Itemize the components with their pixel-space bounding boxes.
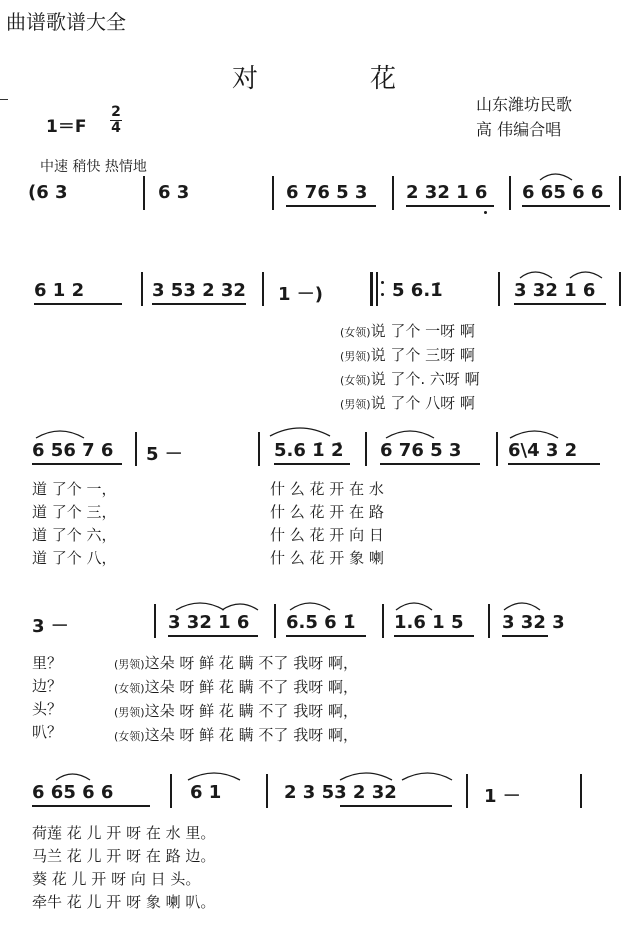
r1-measure-5: 6 65 6 6 bbox=[522, 182, 604, 203]
r2-measure-4: 5 6.1̇ bbox=[392, 280, 443, 301]
slur bbox=[504, 603, 540, 610]
r2-measure-3: 1 －) bbox=[278, 284, 324, 305]
beam-line bbox=[274, 463, 350, 465]
lyric-line: 葵 花 儿 开 呀 向 日 头。 bbox=[32, 870, 201, 888]
time-top: 2 bbox=[111, 104, 121, 120]
lyric-line: (女领)说 了个 一呀 啊 bbox=[340, 322, 475, 340]
lyric-line: (男领)说 了个 三呀 啊 bbox=[340, 346, 475, 364]
lyric-line: 什 么 花 开 在 水 bbox=[270, 480, 384, 498]
barline bbox=[392, 176, 394, 210]
slur bbox=[270, 428, 330, 436]
time-bottom: 4 bbox=[111, 120, 121, 136]
r2-measure-2: 3 53 2 32 bbox=[152, 280, 246, 301]
r4-measure-5: 3 32 3 bbox=[502, 612, 565, 633]
beam-line bbox=[286, 205, 376, 207]
r2-lyrics bbox=[340, 320, 480, 416]
beam-line bbox=[152, 303, 246, 305]
barline bbox=[365, 432, 367, 466]
beam-line bbox=[522, 205, 610, 207]
barline bbox=[272, 176, 274, 210]
beam-line bbox=[32, 805, 150, 807]
lyric-line: (男领)这朵 呀 鲜 花 瞒 不了 我呀 啊， bbox=[114, 702, 358, 720]
barline bbox=[496, 432, 498, 466]
lyric-line: 荷莲 花 儿 开 呀 在 水 里。 bbox=[32, 824, 216, 842]
lyric-line: 道 了个 一， bbox=[32, 480, 117, 498]
site-label: 曲谱歌谱大全 bbox=[6, 10, 126, 34]
beam-line bbox=[340, 805, 452, 807]
source-line-1: 山东潍坊民歌 bbox=[476, 95, 573, 114]
beam-line bbox=[380, 463, 480, 465]
r3-measure-3: 5.6 1̇ 2̇ bbox=[274, 440, 344, 461]
barline bbox=[266, 774, 268, 808]
slur bbox=[510, 431, 558, 438]
r1-measure-2: 6 3 bbox=[158, 182, 190, 203]
lyric-line: 叭？ bbox=[32, 723, 63, 741]
barline bbox=[466, 774, 468, 808]
r1-measure-3: 6 76 5 3 bbox=[286, 182, 368, 203]
lyric-line: 头？ bbox=[32, 700, 63, 718]
barline bbox=[382, 604, 384, 638]
song-source bbox=[476, 92, 572, 142]
barline bbox=[141, 272, 143, 306]
lyric-line: (女领)说 了个. 六呀 啊 bbox=[340, 370, 480, 388]
lyric-line: 马兰 花 儿 开 呀 在 路 边。 bbox=[32, 847, 216, 865]
r3-measure-5: 6\4 3 2 bbox=[508, 440, 578, 461]
r4-measure-4: 1.6 1 5 bbox=[394, 612, 464, 633]
r3-lyrics-a bbox=[32, 478, 117, 570]
slur bbox=[290, 603, 330, 610]
slur bbox=[386, 431, 434, 438]
barline bbox=[143, 176, 145, 210]
tempo-marking: 中速 稍快 热情地 bbox=[40, 159, 147, 175]
r4-lyrics-b bbox=[114, 652, 358, 748]
lyric-line: 道 了个 八， bbox=[32, 549, 117, 567]
lyric-line: 道 了个 三， bbox=[32, 503, 117, 521]
lyric-line: 牵牛 花 儿 开 呀 象 喇 叭。 bbox=[32, 893, 216, 911]
beam-line bbox=[508, 463, 600, 465]
barline bbox=[135, 432, 137, 466]
slur bbox=[176, 603, 224, 610]
beam-line bbox=[286, 635, 366, 637]
slur bbox=[188, 773, 240, 780]
repeat-dot bbox=[381, 293, 384, 296]
margin-mark bbox=[0, 99, 8, 100]
r5-lyrics bbox=[32, 822, 215, 914]
barline bbox=[170, 774, 172, 808]
slur bbox=[222, 604, 258, 610]
barline bbox=[619, 176, 621, 210]
barline bbox=[154, 604, 156, 638]
slur bbox=[570, 272, 602, 278]
beam-line bbox=[34, 303, 122, 305]
beam-line bbox=[168, 635, 258, 637]
lyric-line: 什 么 花 开 在 路 bbox=[270, 503, 384, 521]
r3-measure-4: 6 76 5 3 bbox=[380, 440, 462, 461]
r5-measure-2: 6 1 bbox=[190, 782, 222, 803]
r3-measure-1: 6 56 7 6 bbox=[32, 440, 114, 461]
barline bbox=[262, 272, 264, 306]
beam-line bbox=[514, 303, 606, 305]
lyric-line: (男领)这朵 呀 鲜 花 瞒 不了 我呀 啊， bbox=[114, 654, 358, 672]
barline bbox=[258, 432, 260, 466]
beam-line bbox=[394, 635, 474, 637]
barline bbox=[274, 604, 276, 638]
barline bbox=[498, 272, 500, 306]
time-signature bbox=[110, 106, 122, 135]
r2-measure-5: 3 32 1 6 bbox=[514, 280, 596, 301]
octave-dot bbox=[484, 211, 487, 214]
song-title bbox=[232, 58, 396, 95]
key-signature: 1＝F bbox=[46, 117, 87, 137]
title-char-1: 对 bbox=[232, 64, 259, 94]
beam-line bbox=[406, 205, 494, 207]
lyric-line: (女领)这朵 呀 鲜 花 瞒 不了 我呀 啊， bbox=[114, 678, 358, 696]
lyric-line: 什 么 花 开 向 日 bbox=[270, 526, 384, 544]
slur bbox=[36, 431, 84, 438]
r4-measure-3: 6.5 6 1̇ bbox=[286, 612, 356, 633]
r4-lyrics-a bbox=[32, 652, 62, 744]
lyric-line: (男领)说 了个 八呀 啊 bbox=[340, 394, 475, 412]
r1-measure-1: (6 3 bbox=[28, 182, 68, 203]
r3-lyrics-b bbox=[270, 478, 384, 570]
r2-measure-1: 6 1 2 bbox=[34, 280, 85, 301]
lyric-line: 里？ bbox=[32, 654, 63, 672]
barline bbox=[619, 272, 621, 306]
lyric-line: 什 么 花 开 象 喇 bbox=[270, 549, 384, 567]
barline bbox=[509, 176, 511, 210]
barline bbox=[488, 604, 490, 638]
slur bbox=[540, 174, 572, 180]
slur bbox=[340, 773, 392, 780]
beam-line bbox=[32, 463, 122, 465]
lyric-line: (女领)这朵 呀 鲜 花 瞒 不了 我呀 啊， bbox=[114, 726, 358, 744]
source-line-2: 高 伟编合唱 bbox=[476, 120, 562, 139]
r4-measure-1: 3 － bbox=[32, 616, 69, 637]
slur bbox=[396, 603, 432, 610]
r3-measure-2: 5 － bbox=[146, 444, 183, 465]
repeat-barline bbox=[370, 272, 373, 306]
lyric-line: 边？ bbox=[32, 677, 63, 695]
r5-measure-3: 2 3 53 2 32 bbox=[284, 782, 397, 803]
r1-measure-4: 2 32 1 6 bbox=[406, 182, 488, 203]
r5-measure-4: 1 － bbox=[484, 786, 521, 807]
r4-measure-2: 3 32 1 6 bbox=[168, 612, 250, 633]
slur bbox=[520, 272, 552, 278]
r5-measure-1: 6 65 6 6 bbox=[32, 782, 114, 803]
final-barline bbox=[580, 774, 582, 808]
title-char-2: 花 bbox=[370, 64, 397, 94]
slur bbox=[56, 774, 90, 780]
lyric-line: 道 了个 六， bbox=[32, 526, 117, 544]
slur bbox=[402, 773, 452, 780]
repeat-dot bbox=[381, 281, 384, 284]
beam-line bbox=[502, 635, 548, 637]
repeat-barline-thin bbox=[376, 272, 378, 306]
